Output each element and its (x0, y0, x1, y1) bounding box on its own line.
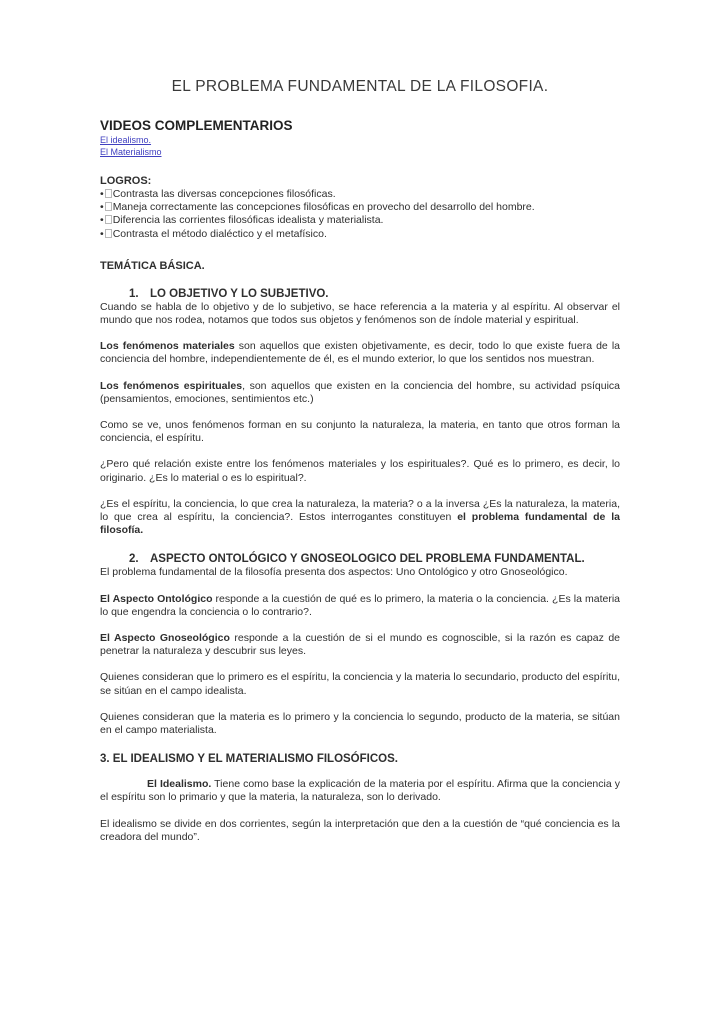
paragraph-text: ¿Pero qué relación existe entre los fenómenos materiales y los espirituales?. Qué es lo primero, es decir, lo originario. ¿Es lo material o es lo espiritual?. (100, 458, 620, 484)
bullet-icon: • (100, 188, 104, 200)
paragraph-lead: Los fenómenos espirituales (100, 379, 243, 392)
heading-number: 1. (129, 287, 139, 300)
missing-glyph-box-icon (105, 189, 112, 198)
paragraph-text: Tiene como base la explicación de la materia por el espíritu. Afirma que la conciencia y el espíritu son lo primario y que la materia, la naturaleza, son lo derivado. (100, 778, 620, 804)
bullet-icon: • (100, 227, 104, 240)
paragraph-fenomenos-materiales (100, 340, 620, 366)
missing-glyph-box-icon (105, 202, 112, 211)
paragraph-text: , son aquellos que existen en la conciencia del hombre, su actividad psíquica (pensamientos, emociones, sentimientos etc.) (100, 379, 621, 405)
paragraph-bold-tail: el problema fundamental de la filosofía. (100, 511, 620, 537)
paragraph-aspecto-ontologico (100, 593, 620, 619)
paragraph-fenomenos-espirituales (100, 380, 620, 406)
logros-heading: LOGROS: (100, 175, 152, 187)
paragraph-text: Quienes consideran que la materia es lo primero y la conciencia lo segundo, producto de la materia, se sitúan en el campo materialista. (100, 710, 620, 737)
list-item-text: Contrasta el método dialéctico y el metafísico. (112, 227, 327, 240)
heading-text: ASPECTO ONTOLÓGICO Y GNOSEOLOGICO DEL PROBLEMA FUNDAMENTAL. (150, 553, 585, 566)
paragraph-text: Como se ve, unos fenómenos forman en su conjunto la naturaleza, la materia, en tanto que otros forman la conciencia, el espíritu. (100, 419, 620, 445)
videos-section (100, 118, 620, 158)
paragraph-dos-corrientes (100, 818, 620, 844)
paragraph-lead: Los fenómenos materiales (100, 340, 235, 353)
heading-number: 2. (129, 553, 139, 566)
list-item (100, 214, 620, 227)
section-2-heading (100, 553, 620, 565)
paragraph-lead: El Idealismo. (147, 778, 212, 791)
paragraph-text: responde a la cuestión de si el mundo es cognoscible, si la razón es capaz de penetrar la naturaleza y descubrir sus leyes. (100, 632, 621, 658)
paragraph-text: Quienes consideran que lo primero es el espíritu, la conciencia y la materia lo secundario, producto del espíritu, se sitúan en el campo idealista. (100, 671, 620, 697)
bullet-icon: • (100, 214, 104, 227)
paragraph-como-se-ve (100, 419, 620, 445)
link-el-idealismo[interactable]: El idealismo. (100, 135, 152, 145)
paragraph-objetivo-intro (100, 301, 620, 327)
list-item-text: Maneja correctamente las concepciones filosóficas en provecho del desarrollo del hombre. (112, 201, 535, 214)
heading-text: LO OBJETIVO Y LO SUBJETIVO. (150, 287, 329, 300)
page-title: EL PROBLEMA FUNDAMENTAL DE LA FILOSOFIA. (171, 78, 549, 95)
paragraph-text: son aquellos que existen objetivamente, es decir, todo lo que existe fuera de la conciencia del hombre, independientemente de él, es el mundo exterior, lo que los sentidos nos muestran. (100, 340, 620, 366)
list-item-text: Contrasta las diversas concepciones filosóficas. (112, 188, 336, 200)
paragraph-el-idealismo (100, 778, 620, 804)
section-1-heading (100, 288, 620, 300)
bullet-icon: • (100, 201, 104, 214)
paragraph-campo-idealista (100, 671, 620, 697)
list-item (100, 201, 620, 214)
paragraph-campo-materialista (100, 711, 620, 737)
list-item (100, 228, 620, 241)
tematica-heading: TEMÁTICA BÁSICA. (100, 259, 205, 272)
paragraph-es-el-espiritu (100, 498, 620, 538)
paragraph-text: responde a la cuestión de qué es lo primero, la materia o la conciencia. ¿Es la materia lo que engendra la conciencia o lo contrario?. (100, 592, 621, 618)
link-el-materialismo[interactable]: El Materialismo (100, 146, 162, 157)
list-item (100, 188, 620, 201)
paragraph-lead: El Aspecto Ontológico (100, 592, 213, 605)
paragraph-aspecto-gnoseologico (100, 632, 620, 658)
logros-section (100, 175, 620, 241)
videos-heading: VIDEOS COMPLEMENTARIOS (100, 118, 293, 133)
section-3-heading: 3. EL IDEALISMO Y EL MATERIALISMO FILOSÓFICOS. (100, 753, 398, 766)
paragraph-text: El problema fundamental de la filosofía presenta dos aspectos: Uno Ontológico y otro Gnoseológico. (100, 566, 568, 579)
missing-glyph-box-icon (105, 229, 112, 238)
paragraph-dos-aspectos (100, 566, 620, 579)
paragraph-pero-que-relacion (100, 458, 620, 484)
paragraph-text: ¿Es el espíritu, la conciencia, lo que crea la naturaleza, la materia? o a la inversa ¿Es la naturaleza, la materia, lo que crea al espíritu, la conciencia?. Estos interrogantes constituyen (100, 497, 620, 524)
paragraph-text: Cuando se habla de lo objetivo y de lo subjetivo, se hace referencia a la materia y al espíritu. Al observar el mundo que nos rodea, notamos que todos sus objetos y fenómenos son de índole material y espiritual. (100, 300, 620, 327)
paragraph-lead: El Aspecto Gnoseológico (100, 632, 230, 645)
missing-glyph-box-icon (105, 215, 112, 224)
list-item-text: Diferencia las corrientes filosóficas idealista y materialista. (112, 214, 384, 227)
paragraph-text: El idealismo se divide en dos corrientes, según la interpretación que den a la cuestión de “qué conciencia es la creadora del mundo”. (100, 817, 620, 843)
